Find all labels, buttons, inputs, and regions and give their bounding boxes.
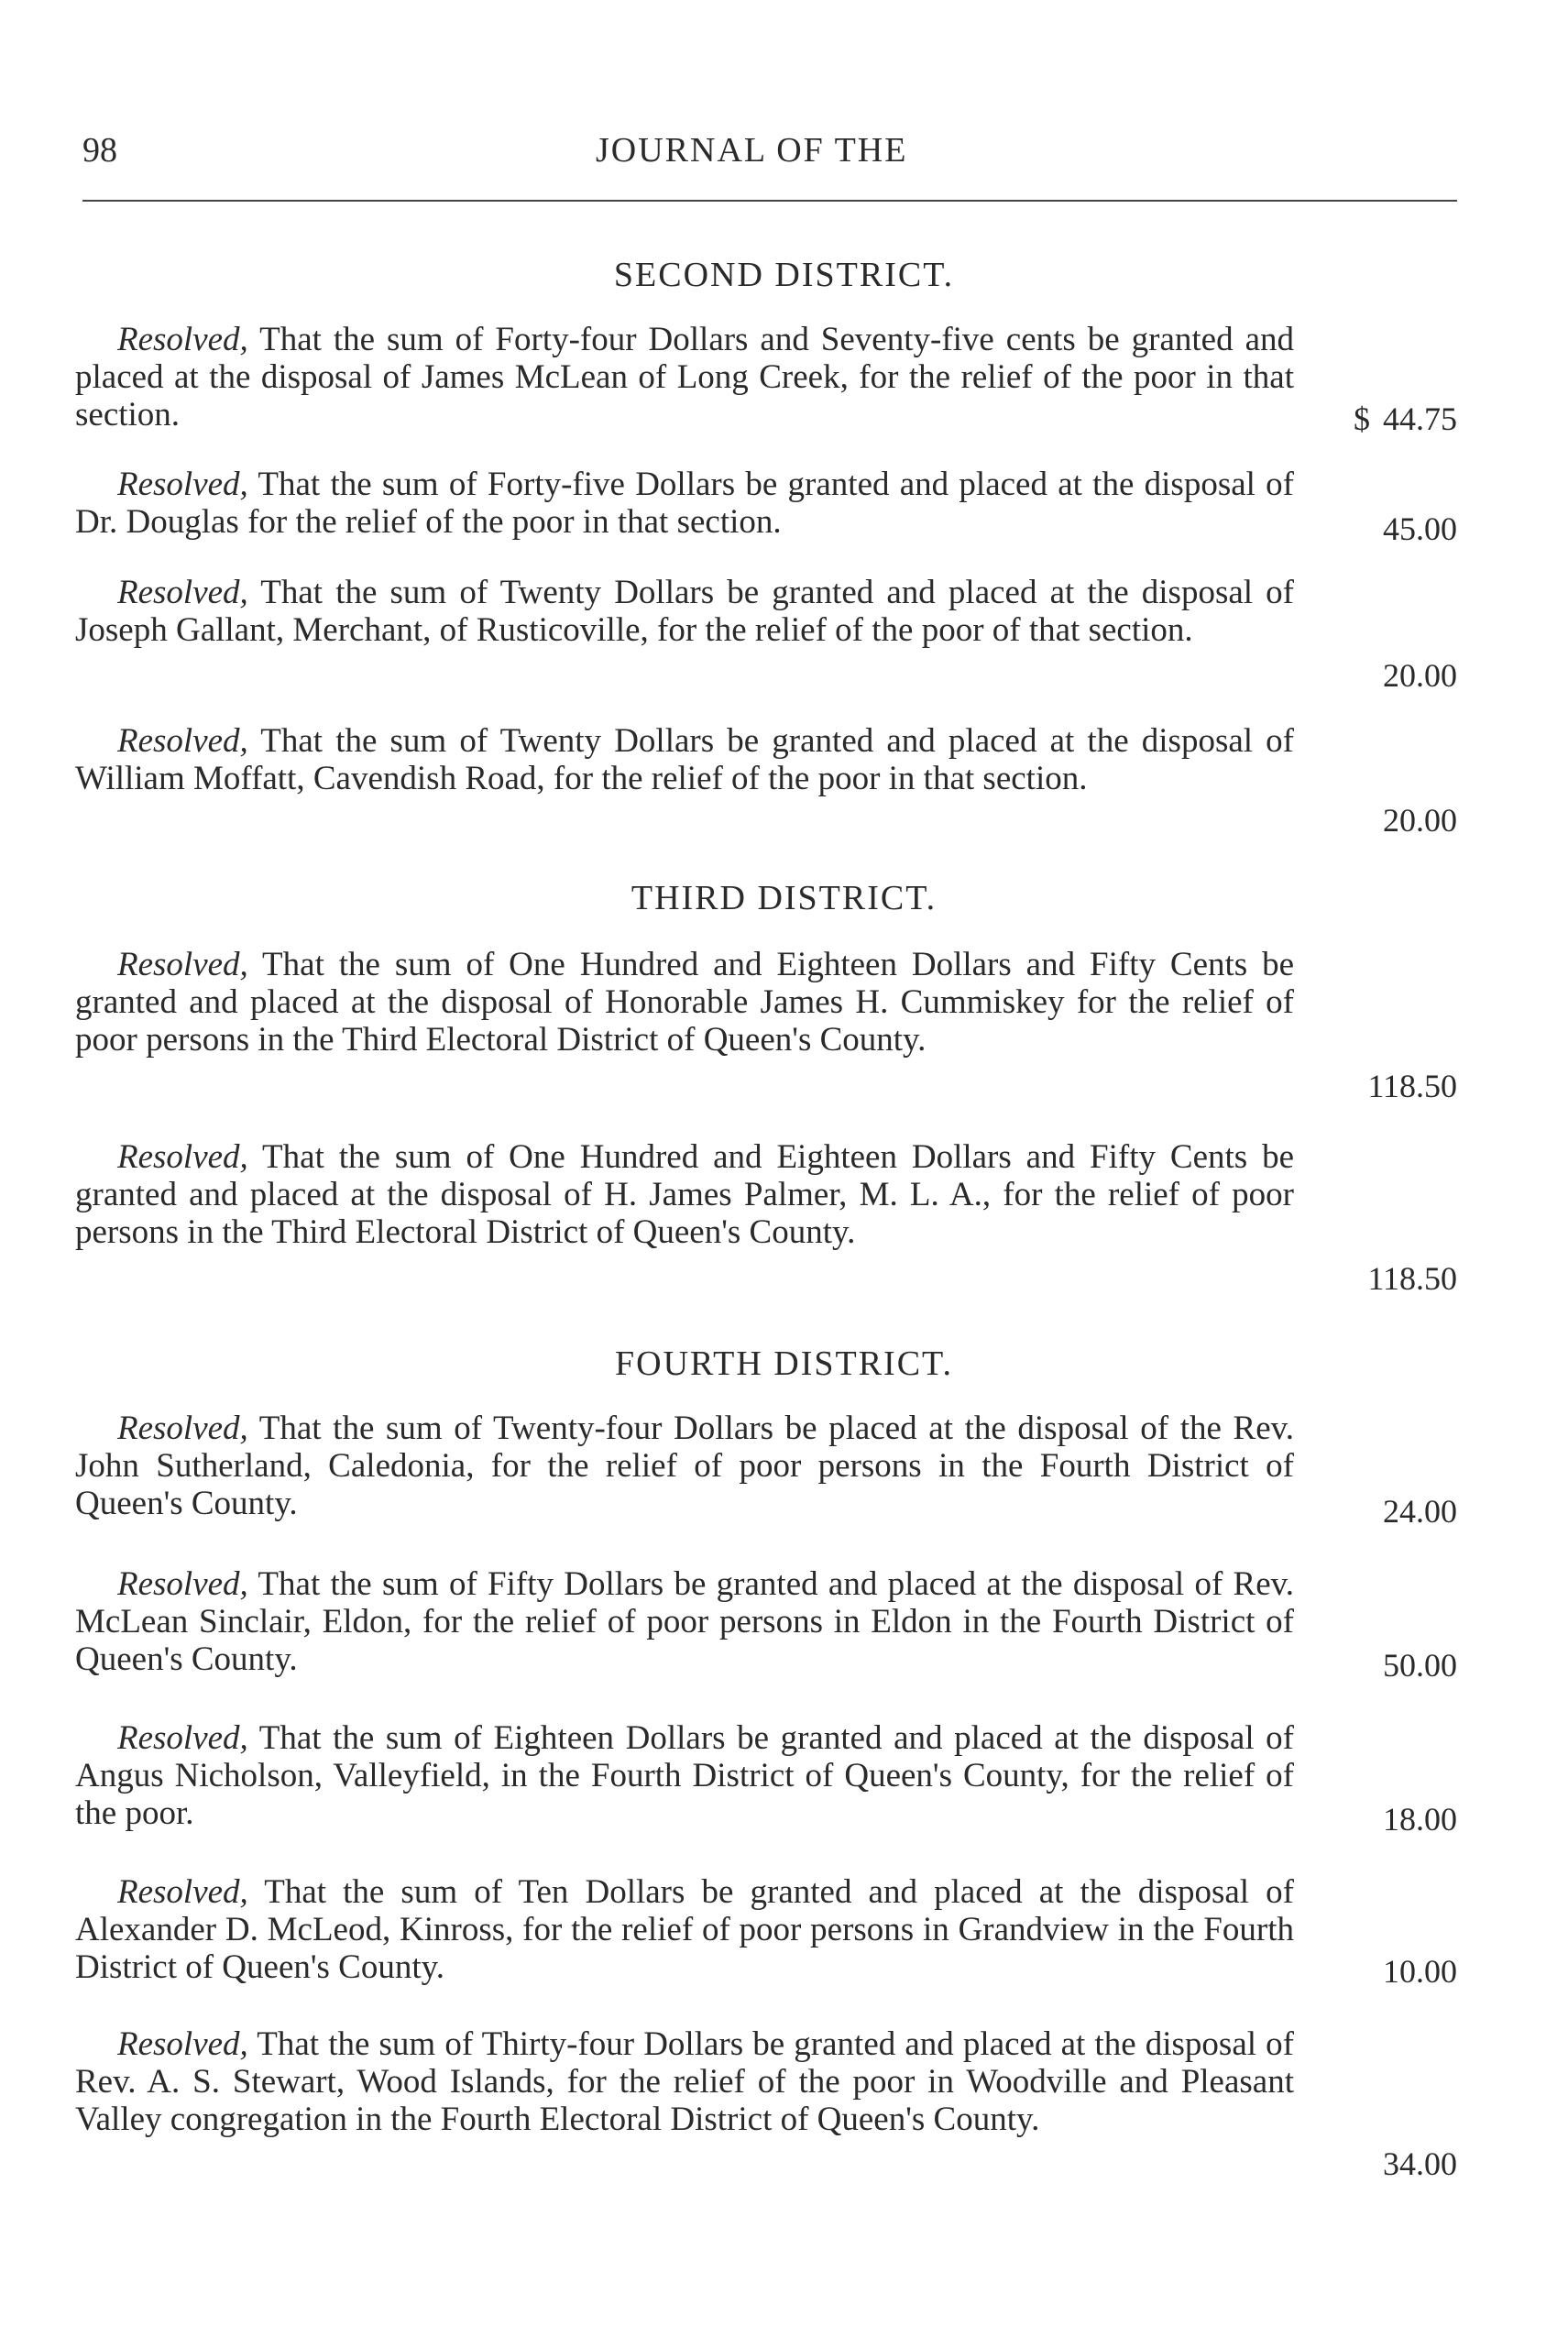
resolution-text: That the sum of Twenty Dollars be granted and placed at the disposal of Joseph Gallant, Merchant, of Rusticoville, for the relief of the poor of that section. bbox=[75, 574, 1294, 649]
resolved-keyword: Resolved, bbox=[117, 574, 248, 611]
amount bbox=[1274, 1067, 1457, 1105]
resolution-text: That the sum of Eighteen Dollars be granted and placed at the disposal of Angus Nicholson, Valleyfield, in the Fourth District of Queen's County, for the relief of the poor. bbox=[75, 1719, 1294, 1832]
amount bbox=[1274, 656, 1457, 695]
resolved-keyword: Resolved, bbox=[117, 1138, 248, 1176]
amount bbox=[1274, 1952, 1457, 1991]
amount bbox=[1274, 510, 1457, 548]
amount-value: 18.00 bbox=[1383, 1801, 1457, 1838]
amount bbox=[1274, 1259, 1457, 1298]
resolution bbox=[75, 574, 1294, 649]
resolved-keyword: Resolved, bbox=[117, 1565, 248, 1603]
resolution bbox=[75, 1873, 1294, 1986]
amount-value: 45.00 bbox=[1383, 510, 1457, 547]
resolved-keyword: Resolved, bbox=[117, 1719, 248, 1757]
resolution-text: That the sum of Forty-five Dollars be granted and placed at the disposal of Dr. Douglas for the relief of the poor in that section. bbox=[75, 466, 1294, 541]
resolution-text: That the sum of Thirty-four Dollars be granted and placed at the disposal of Rev. A. S. Stewart, Wood Islands, for the relief of the poor in Woodville and Pleasant Valley congregation in the Fourth Electoral District of Queen's County. bbox=[75, 2025, 1294, 2138]
amount-value: 50.00 bbox=[1383, 1647, 1457, 1684]
resolved-keyword: Resolved, bbox=[117, 321, 248, 358]
section-heading-second-district: SECOND DISTRICT. bbox=[613, 256, 955, 294]
section-heading-third-district: THIRD DISTRICT. bbox=[630, 879, 938, 917]
resolution-text: That the sum of Forty-four Dollars and Seventy-five cents be granted and placed at the disposal of James McLean of Long Creek, for the relief of the poor in that section. bbox=[75, 321, 1294, 433]
amount bbox=[1274, 2145, 1457, 2183]
section-heading-fourth-district: FOURTH DISTRICT. bbox=[615, 1344, 953, 1383]
amount-value: 24.00 bbox=[1383, 1493, 1457, 1530]
amount-value: 20.00 bbox=[1383, 657, 1457, 694]
resolution bbox=[75, 1410, 1294, 1522]
resolution bbox=[75, 2025, 1294, 2138]
amount-value: 34.00 bbox=[1383, 2145, 1457, 2182]
running-head: JOURNAL OF THE bbox=[596, 131, 908, 170]
resolution bbox=[75, 1565, 1294, 1678]
resolved-keyword: Resolved, bbox=[117, 946, 248, 983]
amount bbox=[1274, 801, 1457, 839]
header-rule bbox=[82, 200, 1457, 202]
amount-value: 118.50 bbox=[1367, 1260, 1457, 1297]
amount-value: 20.00 bbox=[1383, 802, 1457, 839]
resolved-keyword: Resolved, bbox=[117, 1873, 248, 1911]
resolution-text: That the sum of Twenty-four Dollars be placed at the disposal of the Rev. John Sutherland, Caledonia, for the relief of poor persons in the Fourth District of Queen's County. bbox=[75, 1410, 1294, 1522]
amount bbox=[1274, 1492, 1457, 1531]
resolution bbox=[75, 946, 1294, 1059]
resolution-text: That the sum of One Hundred and Eighteen Dollars and Fifty Cents be granted and placed at the disposal of H. James Palmer, M. L. A., for the relief of poor persons in the Third Electoral District of Queen's County. bbox=[75, 1138, 1294, 1251]
resolution-text: That the sum of Fifty Dollars be granted and placed at the disposal of Rev. McLean Sinclair, Eldon, for the relief of poor persons in Eldon in the Fourth District of Queen's County. bbox=[75, 1565, 1294, 1678]
resolved-keyword: Resolved, bbox=[117, 466, 248, 503]
amount-value: 10.00 bbox=[1383, 1953, 1457, 1990]
resolution bbox=[75, 466, 1294, 541]
resolution-text: That the sum of Twenty Dollars be granted and placed at the disposal of William Moffatt, Cavendish Road, for the relief of the poor in that section. bbox=[75, 722, 1294, 797]
page-number: 98 bbox=[82, 131, 117, 170]
resolved-keyword: Resolved, bbox=[117, 722, 248, 760]
resolved-keyword: Resolved, bbox=[117, 1410, 248, 1447]
amount bbox=[1274, 1800, 1457, 1838]
resolution-text: That the sum of One Hundred and Eighteen Dollars and Fifty Cents be granted and placed at the disposal of Honorable James H. Cummiskey for the relief of poor persons in the Third Electoral District of Queen's County. bbox=[75, 946, 1294, 1059]
resolved-keyword: Resolved, bbox=[117, 2025, 248, 2063]
page-header bbox=[82, 130, 1457, 176]
resolution bbox=[75, 321, 1294, 433]
amount bbox=[1274, 1646, 1457, 1684]
amount-value: 44.75 bbox=[1383, 400, 1457, 437]
resolution bbox=[75, 722, 1294, 797]
amount bbox=[1274, 400, 1457, 438]
amount-value: 118.50 bbox=[1367, 1068, 1457, 1104]
resolution bbox=[75, 1138, 1294, 1251]
resolution bbox=[75, 1719, 1294, 1832]
currency-symbol: $ bbox=[1354, 400, 1370, 437]
resolution-text: That the sum of Ten Dollars be granted and placed at the disposal of Alexander D. McLeod, Kinross, for the relief of poor persons in Grandview in the Fourth District of Queen's County. bbox=[75, 1873, 1294, 1986]
